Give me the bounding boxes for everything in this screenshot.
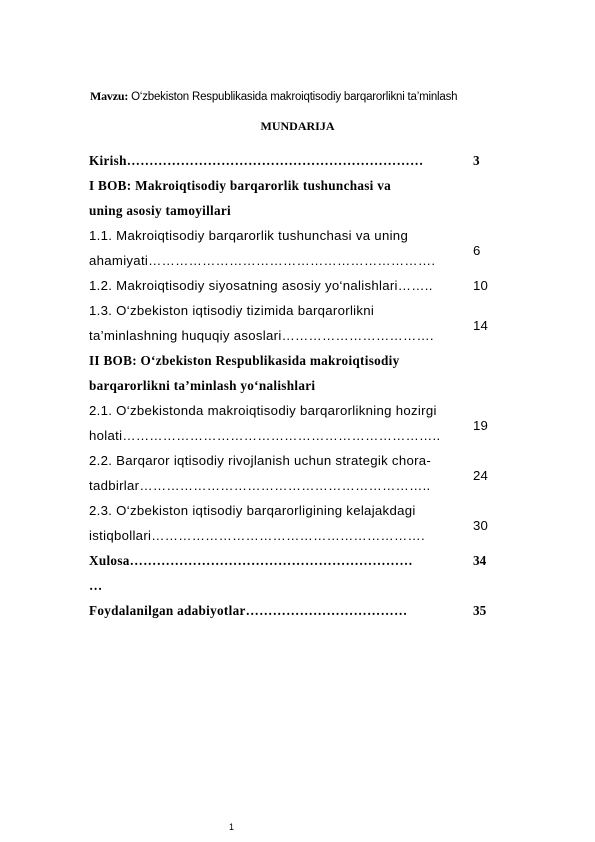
- toc-entry-line: holati……………………………………………………………..: [89, 428, 441, 443]
- toc-entry: [89, 448, 509, 498]
- toc-entry-page: 19: [472, 418, 489, 433]
- topic-line: [90, 89, 457, 104]
- topic-label: Mavzu:: [90, 89, 129, 103]
- toc-entry-line: 2.2. Barqaror iqtisodiy rivojlanish uchun strategik chora-: [89, 453, 432, 468]
- toc-entry-line: 1.2. Makroiqtisodiy siyosatning asosiy yo‘nalishlari……..: [89, 278, 433, 293]
- toc-entry-line: 1.3. O‘zbekiston iqtisodiy tizimida barqarorlikni: [89, 303, 375, 318]
- toc-entry-page: 35: [472, 603, 487, 618]
- toc-entry-page: 3: [472, 153, 480, 168]
- toc-entry: [89, 173, 509, 223]
- toc-entry-line: 2.1. O‘zbekistonda makroiqtisodiy barqarorlikning hozirgi: [89, 403, 437, 418]
- toc-entry: [89, 273, 509, 298]
- toc-entry-line: tadbirlar………………………………………………………..: [89, 478, 431, 493]
- toc-entry-line: I BOB: Makroiqtisodiy barqarorlik tushunchasi va: [89, 178, 392, 193]
- toc-entry-title: [89, 348, 462, 398]
- toc-entry: [89, 498, 509, 548]
- toc-entry-line: barqarorlikni ta’minlash yo‘nalishlari: [89, 378, 316, 393]
- toc-entry-line: II BOB: O‘zbekiston Respublikasida makroiqtisodiy: [89, 353, 400, 368]
- toc-entry-page: 10: [472, 278, 489, 293]
- toc-entry-line: Xulosa………………………………………………………: [89, 553, 413, 568]
- toc-entry-line: ta’minlashning huquqiy asoslari…………………………….: [89, 328, 434, 343]
- toc-entry: [89, 598, 509, 623]
- toc-entry: [89, 398, 509, 448]
- page-number: 1: [229, 822, 235, 832]
- toc-entry: [89, 148, 509, 173]
- toc-entry: [89, 548, 509, 598]
- toc-entry-page: 14: [472, 318, 489, 333]
- toc-entry-title: [89, 223, 462, 273]
- toc-entry-page: 24: [472, 468, 489, 483]
- toc-entry-title: [89, 273, 462, 298]
- toc-entry-line: Kirish…………………………………………………………: [89, 153, 424, 168]
- toc-entry-line: istiqbollari…………………………………………………….: [89, 528, 425, 543]
- contents-title: MUNDARIJA: [260, 119, 335, 133]
- toc-entry-page: [462, 348, 509, 398]
- toc-entry-page: 30: [472, 518, 489, 533]
- toc-entry-line: 1.1. Makroiqtisodiy barqarorlik tushunchasi va uning: [89, 228, 409, 243]
- toc-entry-title: [89, 398, 462, 448]
- toc-entry-title: [89, 548, 462, 598]
- toc-entry-title: [89, 498, 462, 548]
- toc-entry-page: 6: [472, 243, 481, 258]
- toc-entry-line: 2.3. O‘zbekiston iqtisodiy barqarorligining kelajakdagi: [89, 503, 416, 518]
- toc-entry-title: [89, 448, 462, 498]
- toc-entry-title: [89, 148, 462, 173]
- toc-entry: [89, 298, 509, 348]
- toc-entry-line: …: [89, 578, 103, 593]
- toc-entry-title: [89, 598, 462, 623]
- toc-entry-line: Foydalanilgan adabiyotlar………………………………: [89, 603, 408, 618]
- toc-entry-line: ahamiyati……………………………………………………….: [89, 253, 436, 268]
- toc-entry-line: uning asosiy tamoyillari: [89, 203, 232, 218]
- toc-entry-title: [89, 298, 462, 348]
- table-of-contents: [89, 148, 509, 623]
- toc-entry: [89, 348, 509, 398]
- topic-text: O‘zbekiston Respublikasida makroiqtisodiy barqarorlikni ta’minlash: [131, 91, 458, 103]
- toc-entry-page: [462, 173, 509, 223]
- toc-entry-page: 34: [472, 553, 487, 568]
- toc-entry: [89, 223, 509, 273]
- toc-entry-title: [89, 173, 462, 223]
